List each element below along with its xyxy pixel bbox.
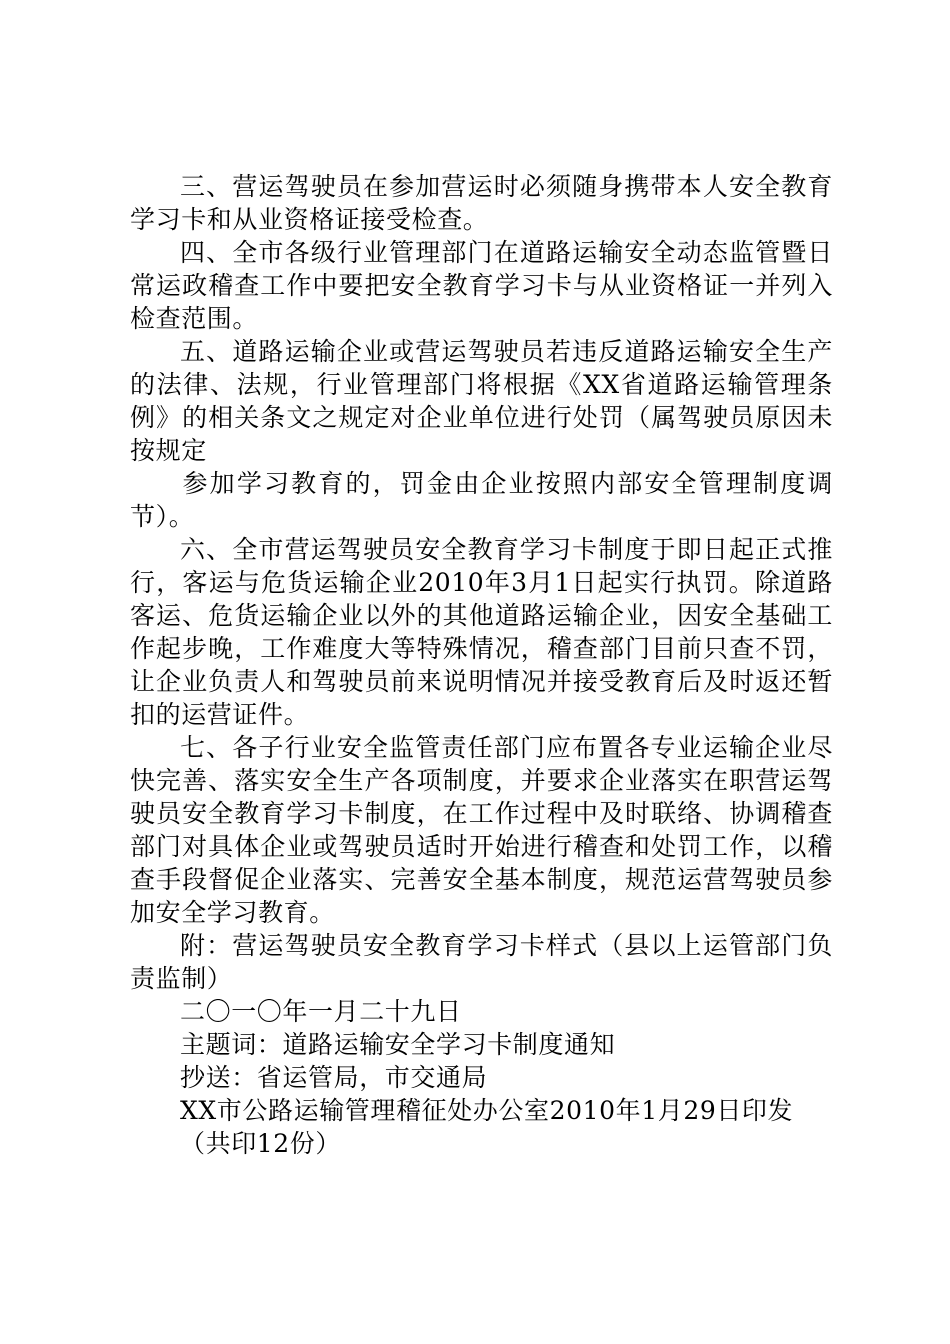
paragraph-4: 四、全市各级行业管理部门在道路运输安全动态监管暨日常运政稽查工作中要把安全教育学习卡与从业资格证一并列入检查范围。 <box>130 238 833 333</box>
document-date: 二〇一〇年一月二十九日 <box>180 997 462 1026</box>
cc-recipients: 抄送：省运管局，市交通局 <box>180 1063 488 1092</box>
paragraph-3: 三、营运驾驶员在参加营运时必须随身携带本人安全教育学习卡和从业资格证接受检查。 <box>130 172 833 234</box>
attachment-note: 附：营运驾驶员安全教育学习卡样式（县以上运管部门负责监制） <box>130 931 833 993</box>
subject-keywords: 主题词：道路运输安全学习卡制度通知 <box>180 1030 616 1059</box>
paragraph-7: 七、各子行业安全监管责任部门应布置各专业运输企业尽快完善、落实安全生产各项制度，并要求企业落实在职营运驾驶员安全教育学习卡制度，在工作过程中及时联络、协调稽查部门对具体企业或驾驶员适时开始进行稽查和处罚工作，以稽查手段督促企业落实、完善安全基本制度，规范运营驾驶员参加安全学习教育。 <box>130 733 833 927</box>
document-body <box>130 170 833 1160</box>
issuer-line: XX市公路运输管理稽征处办公室2010年1月29日印发 <box>180 1096 794 1125</box>
paragraph-6: 六、全市营运驾驶员安全教育学习卡制度于即日起正式推行，客运与危货运输企业2010年3月1日起实行执罚。除道路客运、危货运输企业以外的其他道路运输企业，因安全基础工作起步晚，工作难度大等特殊情况，稽查部门目前只查不罚，让企业负责人和驾驶员前来说明情况并接受教育后及时返还暂扣的运营证件。 <box>130 535 833 729</box>
paragraph-5: 五、道路运输企业或营运驾驶员若违反道路运输安全生产的法律、法规，行业管理部门将根据《XX省道路运输管理条例》的相关条文之规定对企业单位进行处罚（属驾驶员原因未按规定 <box>130 337 833 465</box>
paragraph-5-continued: 参加学习教育的，罚金由企业按照内部安全管理制度调节）。 <box>130 469 833 531</box>
copies-count: （共印12份） <box>180 1129 342 1158</box>
